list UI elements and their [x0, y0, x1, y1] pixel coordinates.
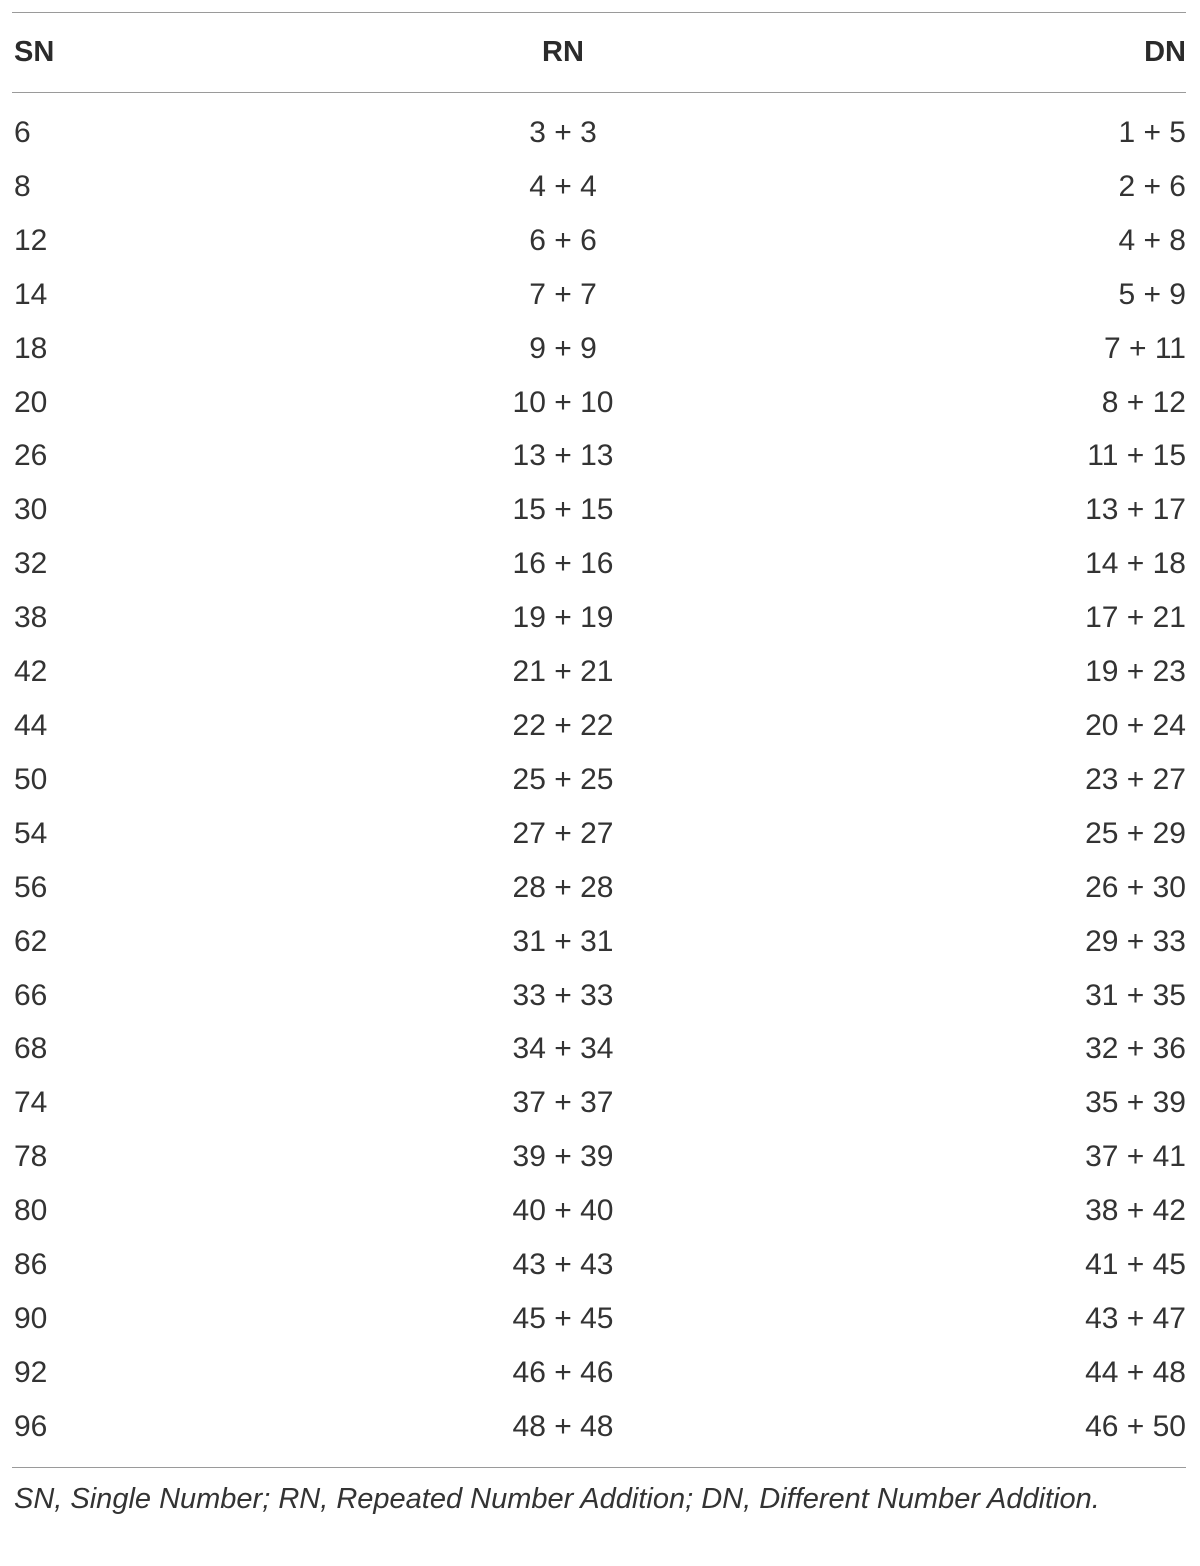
table-row	[12, 1130, 1186, 1184]
cell-rn: 25 + 25	[512, 762, 614, 796]
cell-dn: 2 + 6	[1118, 169, 1186, 203]
cell-dn: 35 + 39	[1085, 1086, 1186, 1120]
cell-sn: 96	[14, 1409, 48, 1443]
cell-dn: 23 + 27	[1085, 762, 1186, 796]
cell-sn: 56	[14, 870, 48, 904]
cell-dn: 8 + 12	[1101, 385, 1186, 419]
cell-sn: 20	[14, 385, 48, 419]
table-row	[12, 376, 1186, 430]
cell-dn: 7 + 11	[1103, 331, 1186, 365]
cell-dn: 17 + 21	[1085, 601, 1186, 635]
cell-sn: 86	[14, 1248, 48, 1282]
cell-dn: 25 + 29	[1085, 816, 1186, 850]
cell-sn: 42	[14, 655, 48, 689]
cell-rn: 19 + 19	[512, 601, 614, 635]
cell-dn: 29 + 33	[1085, 924, 1186, 958]
cell-sn: 66	[14, 978, 48, 1012]
cell-sn: 62	[14, 924, 48, 958]
table-row	[12, 268, 1186, 322]
cell-sn: 54	[14, 816, 48, 850]
cell-rn: 21 + 21	[512, 655, 614, 689]
cell-sn: 80	[14, 1194, 48, 1228]
cell-dn: 37 + 41	[1085, 1140, 1186, 1174]
table-row	[12, 1292, 1186, 1346]
cell-rn: 27 + 27	[512, 816, 614, 850]
cell-rn: 37 + 37	[512, 1086, 614, 1120]
cell-sn: 90	[14, 1301, 48, 1335]
cell-dn: 43 + 47	[1085, 1301, 1186, 1335]
table-row	[12, 969, 1186, 1023]
table-row	[12, 322, 1186, 376]
cell-rn: 43 + 43	[512, 1248, 614, 1282]
cell-dn: 41 + 45	[1085, 1248, 1186, 1282]
table-footnote: SN, Single Number; RN, Repeated Number Addition; DN, Different Number Addition.	[14, 1483, 1100, 1515]
cell-sn: 92	[14, 1355, 48, 1389]
cell-dn: 14 + 18	[1085, 547, 1186, 581]
cell-dn: 46 + 50	[1085, 1409, 1186, 1443]
table-row	[12, 645, 1186, 699]
cell-rn: 31 + 31	[512, 924, 614, 958]
cell-sn: 44	[14, 708, 48, 742]
table-row	[12, 807, 1186, 861]
cell-rn: 33 + 33	[512, 978, 614, 1012]
cell-sn: 38	[14, 601, 48, 635]
cell-sn: 78	[14, 1140, 48, 1174]
table-row	[12, 429, 1186, 483]
cell-sn: 68	[14, 1032, 48, 1066]
cell-rn: 7 + 7	[529, 277, 597, 311]
cell-rn: 9 + 9	[529, 331, 597, 365]
cell-rn: 10 + 10	[512, 385, 614, 419]
cell-rn: 46 + 46	[512, 1355, 614, 1389]
cell-sn: 8	[14, 169, 31, 203]
cell-sn: 30	[14, 493, 48, 527]
table-row	[12, 861, 1186, 915]
cell-dn: 20 + 24	[1085, 708, 1186, 742]
cell-dn: 5 + 9	[1118, 277, 1186, 311]
header-dn: DN	[1144, 36, 1186, 68]
cell-dn: 38 + 42	[1085, 1194, 1186, 1228]
header-sn: SN	[14, 36, 55, 68]
cell-rn: 40 + 40	[512, 1194, 614, 1228]
table-row	[12, 537, 1186, 591]
cell-sn: 50	[14, 762, 48, 796]
table-row	[12, 591, 1186, 645]
table-row	[12, 1238, 1186, 1292]
cell-rn: 3 + 3	[529, 116, 597, 149]
table-top-rule	[12, 12, 1186, 13]
cell-rn: 22 + 22	[512, 708, 614, 742]
table-row	[12, 1022, 1186, 1076]
table-row	[12, 915, 1186, 969]
table-row	[12, 1184, 1186, 1238]
cell-sn: 14	[14, 277, 48, 311]
cell-rn: 39 + 39	[512, 1140, 614, 1174]
cell-rn: 15 + 15	[512, 493, 614, 527]
cell-dn: 1 + 5	[1118, 116, 1186, 149]
cell-dn: 31 + 35	[1085, 978, 1186, 1012]
cell-rn: 4 + 4	[529, 169, 597, 203]
table-row	[12, 106, 1186, 160]
table-header-row	[12, 30, 1186, 74]
cell-sn: 18	[14, 331, 48, 365]
table-row	[12, 1400, 1186, 1454]
table-row	[12, 483, 1186, 537]
cell-sn: 74	[14, 1086, 48, 1120]
table-row	[12, 753, 1186, 807]
table-row	[12, 1346, 1186, 1400]
table-row	[12, 214, 1186, 268]
cell-rn: 28 + 28	[512, 870, 614, 904]
cell-dn: 44 + 48	[1085, 1355, 1186, 1389]
header-rn: RN	[542, 36, 584, 68]
cell-rn: 13 + 13	[512, 439, 614, 473]
table-header-rule	[12, 92, 1186, 93]
cell-sn: 12	[14, 223, 48, 257]
cell-dn: 32 + 36	[1085, 1032, 1186, 1066]
cell-sn: 6	[14, 116, 31, 149]
cell-rn: 6 + 6	[529, 223, 597, 257]
table-row	[12, 699, 1186, 753]
cell-sn: 26	[14, 439, 48, 473]
table-body	[12, 106, 1186, 1454]
table-row	[12, 1076, 1186, 1130]
table-row	[12, 160, 1186, 214]
cell-sn: 32	[14, 547, 48, 581]
table-bottom-rule	[12, 1467, 1186, 1468]
cell-dn: 11 + 15	[1087, 439, 1186, 473]
cell-dn: 13 + 17	[1085, 493, 1186, 527]
cell-rn: 48 + 48	[512, 1409, 614, 1443]
cell-rn: 34 + 34	[512, 1032, 614, 1066]
cell-dn: 19 + 23	[1085, 655, 1186, 689]
cell-rn: 16 + 16	[512, 547, 614, 581]
cell-dn: 4 + 8	[1118, 223, 1186, 257]
cell-rn: 45 + 45	[512, 1301, 614, 1335]
cell-dn: 26 + 30	[1085, 870, 1186, 904]
